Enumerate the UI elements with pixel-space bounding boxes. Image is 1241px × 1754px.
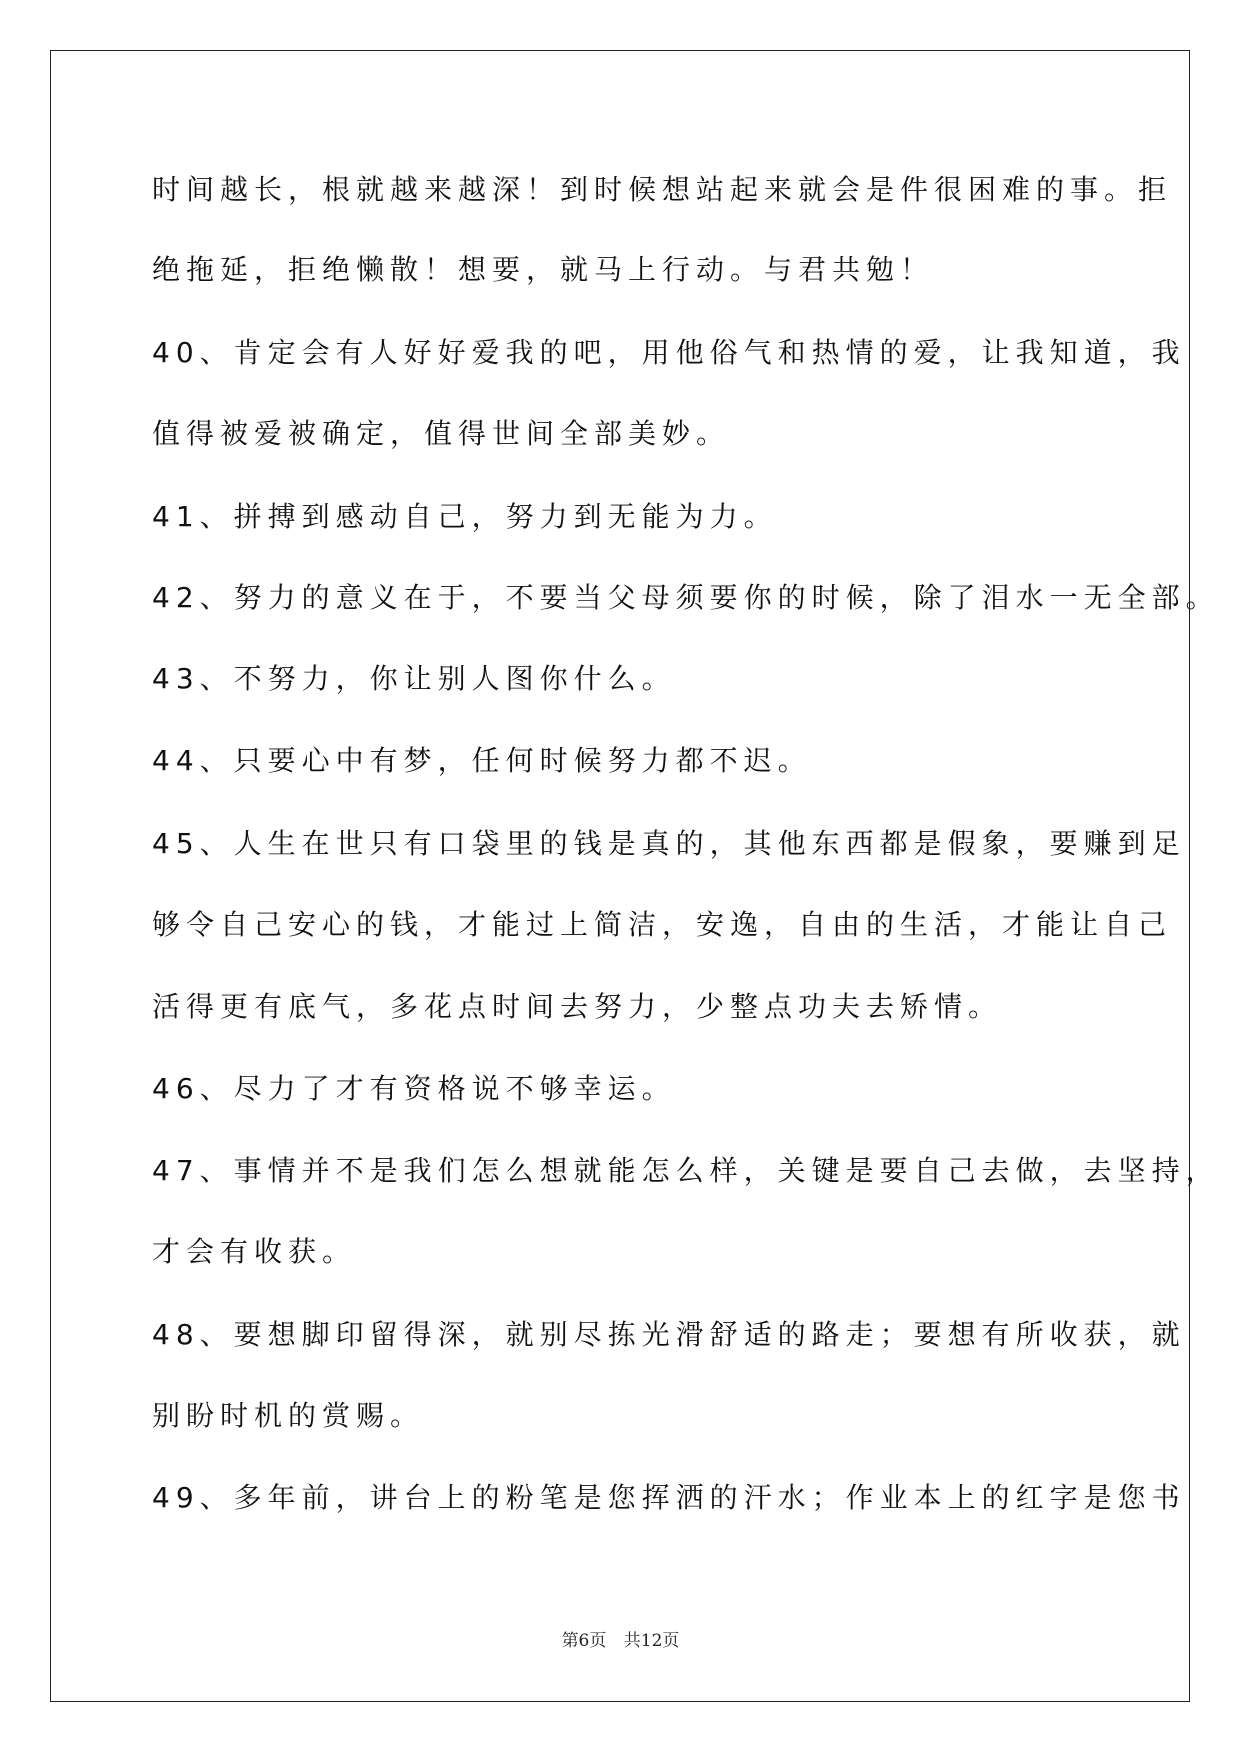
text-line: 才会有收获。 — [152, 1235, 357, 1268]
text-line: 49、多年前，讲台上的粉笔是您挥洒的汗水；作业本上的红字是您书 — [152, 1481, 1186, 1514]
text-line: 42、努力的意义在于，不要当父母须要你的时候，除了泪水一无全部。 — [152, 581, 1220, 614]
text-line: 48、要想脚印留得深，就别尽拣光滑舒适的路走；要想有所收获，就 — [152, 1318, 1186, 1351]
text-line: 别盼时机的赏赐。 — [152, 1399, 425, 1432]
text-line: 45、人生在世只有口袋里的钱是真的，其他东西都是假象，要赚到足 — [152, 827, 1186, 860]
page-total: 共12页 — [623, 1631, 680, 1651]
text-line: 时间越长，根就越来越深！到时候想站起来就会是件很困难的事。拒 — [152, 173, 1173, 206]
text-line: 44、只要心中有梦，任何时候努力都不迟。 — [152, 744, 812, 777]
text-line: 46、尽力了才有资格说不够幸运。 — [152, 1072, 676, 1105]
text-line: 47、事情并不是我们怎么想就能怎么样，关键是要自己去做，去坚持， — [152, 1154, 1220, 1187]
text-line: 41、拼搏到感动自己，努力到无能为力。 — [152, 500, 778, 533]
text-line: 43、不努力，你让别人图你什么。 — [152, 662, 676, 695]
text-line: 40、肯定会有人好好爱我的吧，用他俗气和热情的爱，让我知道，我 — [152, 336, 1186, 369]
text-line: 够令自己安心的钱，才能过上简洁，安逸，自由的生活，才能让自己 — [152, 908, 1173, 941]
text-line: 值得被爱被确定，值得世间全部美妙。 — [152, 417, 731, 450]
page-footer — [0, 1626, 1241, 1651]
page-border — [50, 50, 1190, 1702]
page-number: 第6页 — [561, 1631, 607, 1651]
text-line: 绝拖延，拒绝懒散！想要，就马上行动。与君共勉！ — [152, 253, 935, 286]
text-line: 活得更有底气，多花点时间去努力，少整点功夫去矫情。 — [152, 990, 1003, 1023]
